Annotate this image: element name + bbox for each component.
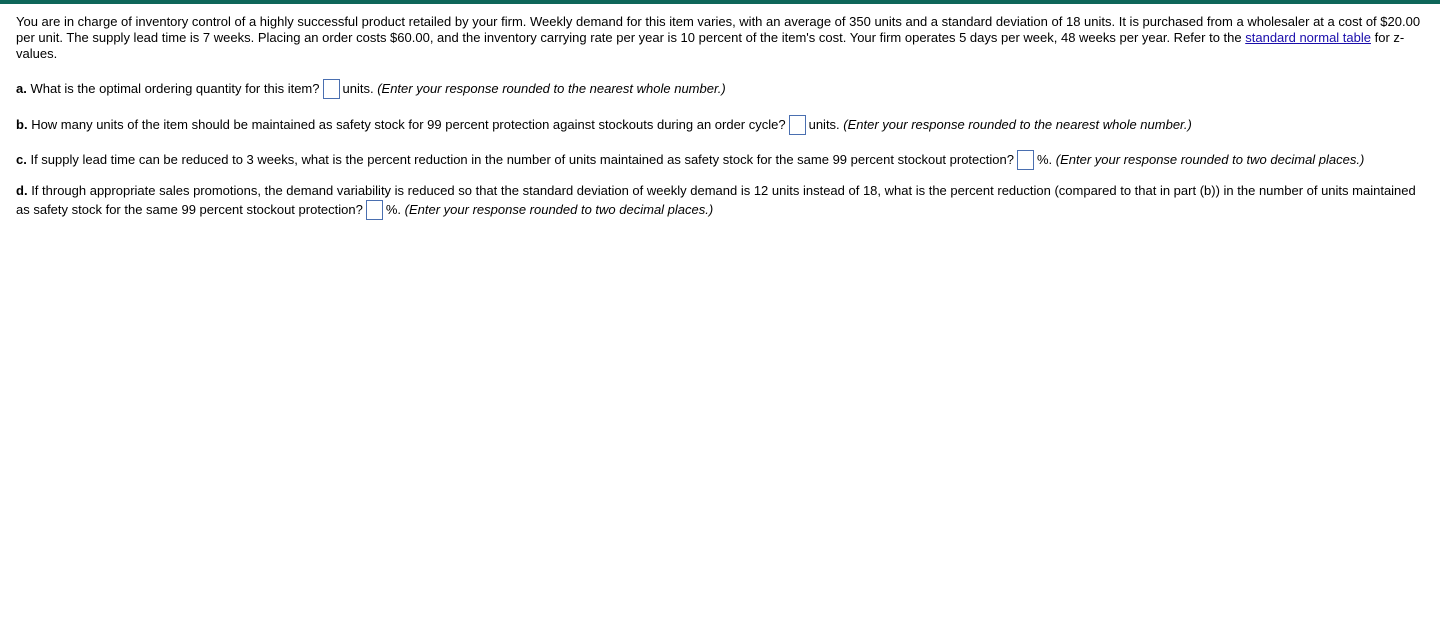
question-c (16, 149, 1424, 171)
question-b-hint: (Enter your response rounded to the nearest whole number.) (843, 117, 1192, 132)
question-c-text: If supply lead time can be reduced to 3 weeks, what is the percent reduction in the number of units maintained as safety stock for the same 99 percent stockout protection? (30, 152, 1014, 167)
question-d-label: d. (16, 183, 28, 198)
question-a-hint: (Enter your response rounded to the nearest whole number.) (377, 81, 726, 96)
question-a-text: What is the optimal ordering quantity for this item? (30, 81, 320, 96)
question-b-unit: units. (808, 117, 840, 132)
top-accent-bar (0, 0, 1440, 4)
question-c-hint: (Enter your response rounded to two decimal places.) (1055, 152, 1365, 167)
question-b-text: How many units of the item should be maintained as safety stock for 99 percent protection against stockouts during an order cycle? (31, 117, 786, 132)
question-d (16, 181, 1424, 221)
problem-statement-end: for z-values. (16, 30, 1405, 61)
question-a (16, 78, 1424, 100)
question-c-label: c. (16, 152, 27, 167)
question-d-text: If through appropriate sales promotions, the demand variability is reduced so that the standard deviation of weekly demand is 12 units instead of 18, what is the percent reduction (compared to that in part (b)) in the number of units maintained as safety stock for the same 99 percent stockout protection? (16, 183, 1416, 217)
question-b-label: b. (16, 117, 28, 132)
question-b (16, 114, 1424, 136)
question-d-hint: (Enter your response rounded to two decimal places.) (404, 202, 714, 217)
problem-statement (16, 14, 1424, 62)
problem-statement-text: You are in charge of inventory control of a highly successful product retailed by your firm. Weekly demand for this item varies, with an average of 350 units and a standard deviation of 18 units. It is purchased from a wholesaler at a cost of $20.00 per unit. The supply lead time is 7 weeks. Placing an order costs $60.00, and the inventory carrying rate per year is 10 percent of the item's cost. Your firm operates 5 days per week, 48 weeks per year. Refer to the (16, 14, 1421, 45)
standard-normal-table-link[interactable]: standard normal table (1245, 30, 1371, 45)
answer-c-input[interactable] (1018, 152, 1033, 170)
answer-b-input-box[interactable] (789, 115, 806, 135)
question-a-unit: units. (342, 81, 374, 96)
answer-d-input[interactable] (367, 201, 382, 219)
answer-b-input[interactable] (790, 117, 805, 135)
answer-d-input-box[interactable] (366, 200, 383, 220)
answer-a-input-box[interactable] (323, 79, 340, 99)
problem-content (16, 14, 1424, 221)
answer-a-input[interactable] (324, 81, 339, 99)
answer-c-input-box[interactable] (1017, 150, 1034, 170)
question-d-unit: %. (385, 202, 402, 217)
question-c-unit: %. (1036, 152, 1053, 167)
question-a-label: a. (16, 81, 27, 96)
